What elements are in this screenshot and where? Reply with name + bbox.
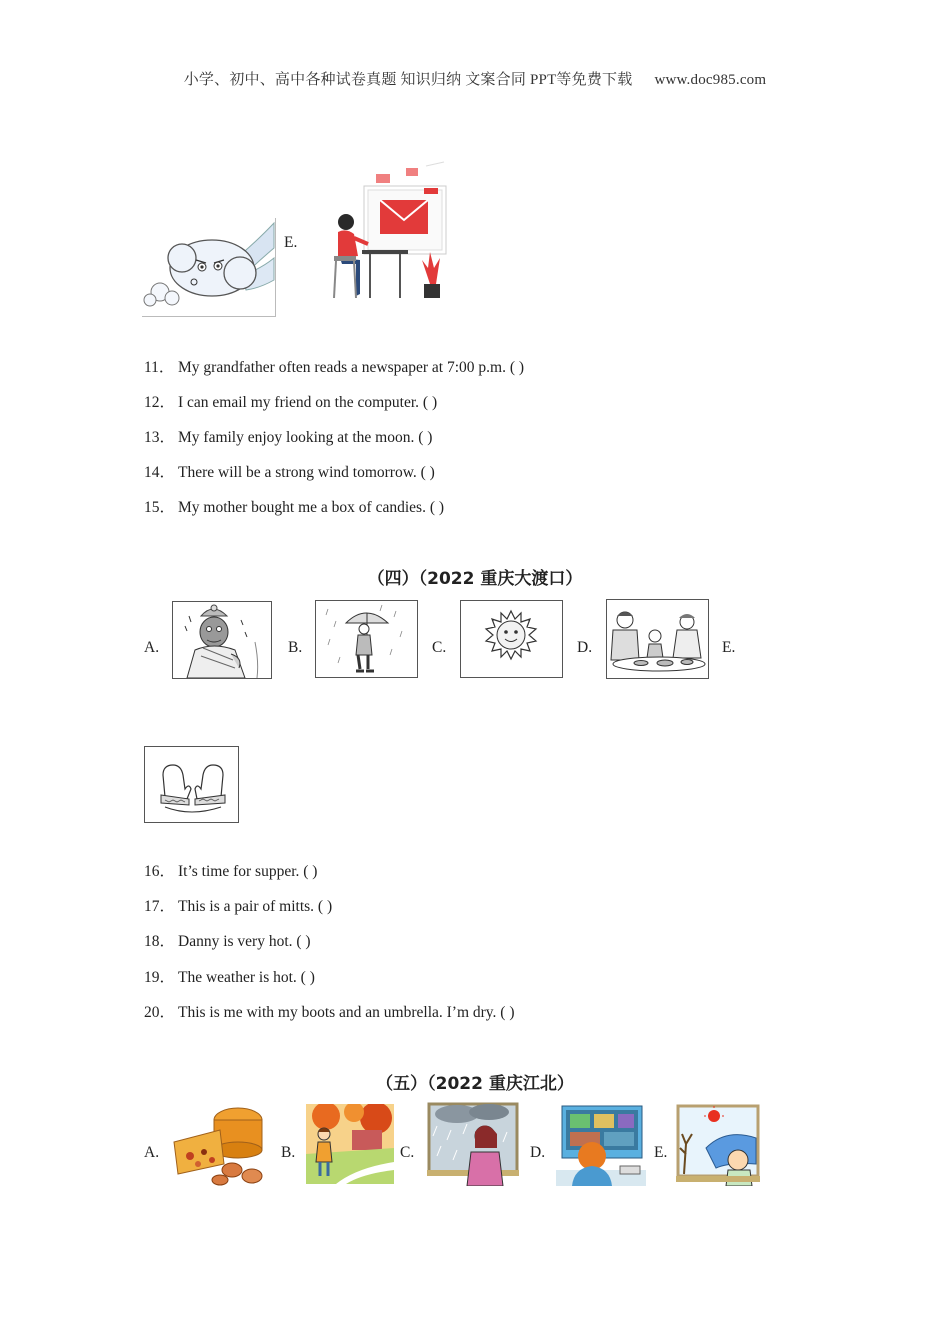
question-text: There will be a strong wind tomorrow. ( ) — [178, 464, 435, 481]
computer-boy-image — [556, 1104, 646, 1186]
question-num: 13． — [144, 429, 176, 446]
question-text: My grandfather often reads a newspaper at 7:00 p.m. ( ) — [178, 359, 525, 376]
question-11 — [144, 355, 524, 377]
family-supper-image — [606, 599, 709, 679]
email-computer-image — [326, 160, 450, 302]
rain-umbrella-image — [315, 600, 418, 678]
part5-label-e: E. — [654, 1144, 668, 1161]
part4-label-c: C. — [432, 639, 447, 656]
question-text: This is me with my boots and an umbrella. I’m dry. ( ) — [178, 1004, 515, 1021]
question-num: 18． — [144, 933, 176, 950]
mitts-image — [144, 746, 239, 823]
question-text: I can email my friend on the computer. ( ) — [178, 394, 438, 411]
question-text: Danny is very hot. ( ) — [178, 933, 311, 950]
section-title-5: （五）（2022 重庆江北） — [376, 1074, 574, 1094]
part4-label-e: E. — [722, 639, 736, 656]
question-19 — [144, 965, 315, 987]
question-15 — [144, 495, 444, 517]
question-18 — [144, 929, 311, 951]
question-text: This is a pair of mitts. ( ) — [178, 898, 333, 915]
part5-label-d: D. — [530, 1144, 546, 1161]
question-num: 19． — [144, 969, 176, 986]
part5-label-a: A. — [144, 1144, 160, 1161]
sun-image — [460, 600, 563, 678]
question-num: 15． — [144, 499, 176, 516]
part3-label-e: E. — [284, 234, 298, 251]
part4-label-d: D. — [577, 639, 593, 656]
header-site: www.doc985.com — [654, 72, 767, 88]
question-text: My family enjoy looking at the moon. ( ) — [178, 429, 433, 446]
mooncakes-image — [170, 1102, 266, 1186]
part5-label-b: B. — [281, 1144, 296, 1161]
rainy-window-girl-image — [427, 1102, 519, 1186]
question-num: 11． — [144, 359, 175, 376]
question-17 — [144, 894, 332, 916]
autumn-girl-image — [306, 1104, 394, 1184]
question-20 — [144, 1000, 515, 1022]
question-13 — [144, 425, 432, 447]
section-title-4: （四）（2022 重庆大渡口） — [367, 569, 583, 589]
question-text: The weather is hot. ( ) — [178, 969, 315, 986]
page-header — [0, 68, 950, 89]
question-num: 16． — [144, 863, 176, 880]
question-num: 17． — [144, 898, 176, 915]
question-text: My mother bought me a box of candies. ( ) — [178, 499, 445, 516]
header-text: 小学、初中、高中各种试卷真题 知识归纳 文案合同 PPT等免费下载 — [183, 72, 633, 88]
question-16 — [144, 859, 317, 881]
sunny-window-image — [676, 1104, 760, 1186]
part5-label-c: C. — [400, 1144, 415, 1161]
question-12 — [144, 390, 437, 412]
question-14 — [144, 460, 435, 482]
cold-boy-image — [172, 601, 272, 679]
part4-label-b: B. — [288, 639, 303, 656]
question-text: It’s time for supper. ( ) — [178, 863, 318, 880]
question-num: 12． — [144, 394, 176, 411]
question-num: 20． — [144, 1004, 176, 1021]
wind-cloud-image — [142, 218, 276, 317]
question-num: 14． — [144, 464, 176, 481]
part4-label-a: A. — [144, 639, 160, 656]
